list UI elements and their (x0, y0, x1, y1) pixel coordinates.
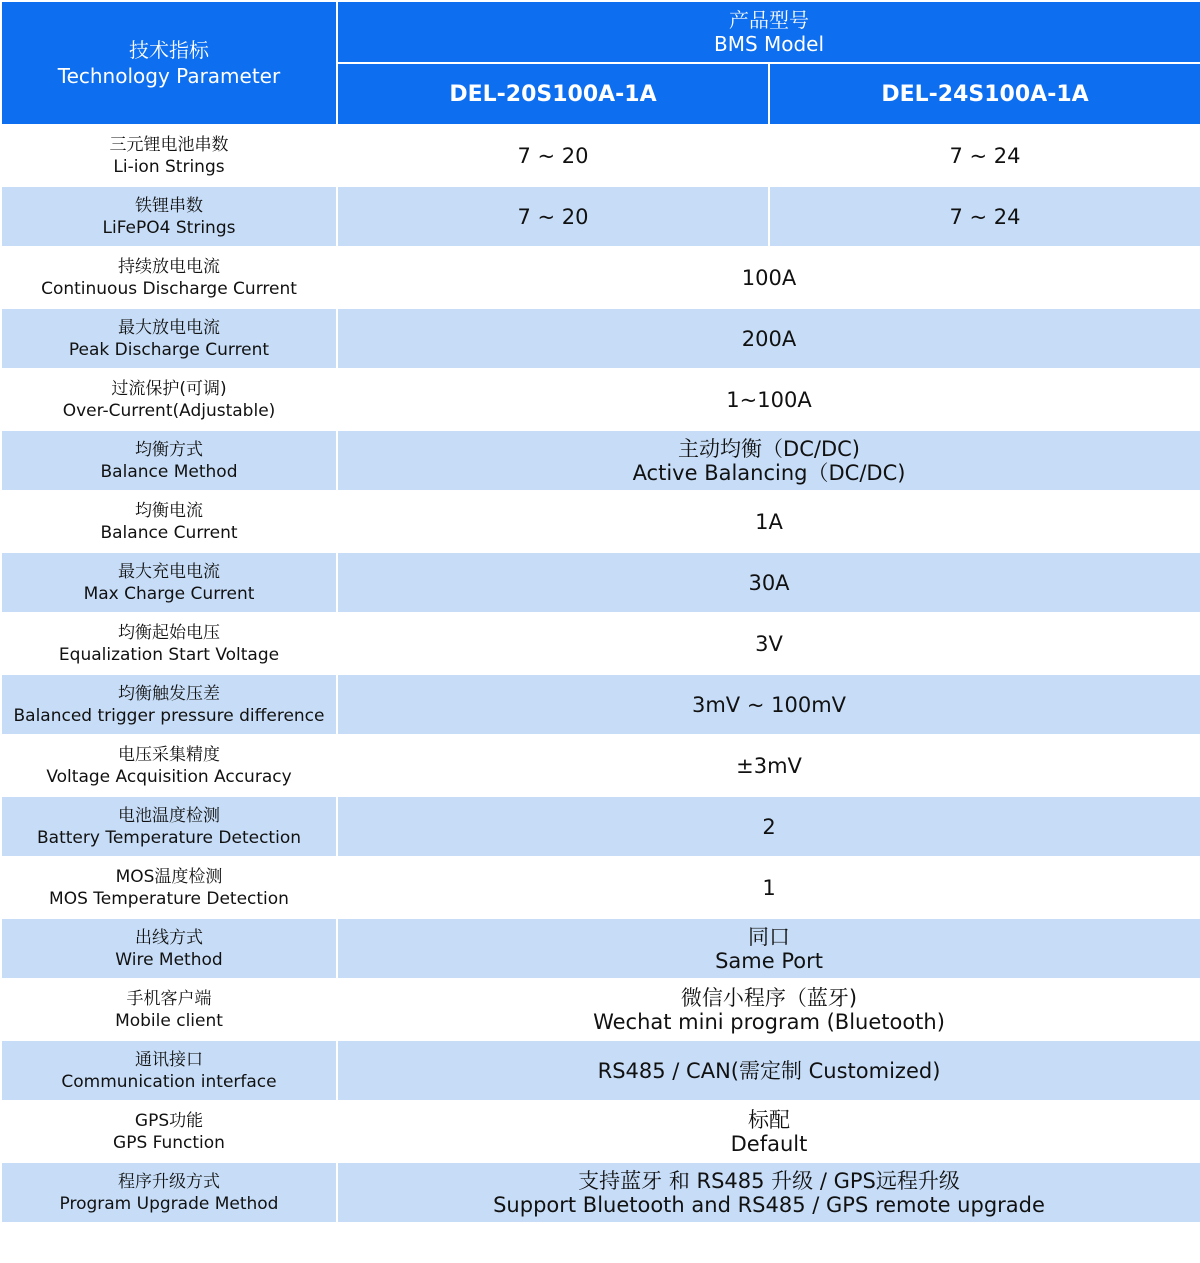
value-cell (337, 369, 1200, 430)
parameter-zh: 三元锂电池串数 (109, 134, 229, 155)
value-cell (337, 857, 1200, 918)
parameter-en: Program Upgrade Method (59, 1193, 279, 1214)
table-row (1, 247, 1200, 308)
table-row (1, 186, 1200, 247)
value-cell-model-1: 7 ~ 20 (337, 186, 769, 247)
table-row (1, 1162, 1200, 1223)
parameter-cell (1, 125, 337, 186)
parameter-en: Li-ion Strings (113, 156, 225, 177)
value-secondary: Wechat mini program (Bluetooth) (593, 1009, 945, 1034)
value-primary: 2 (762, 814, 776, 839)
header-model-zh: 产品型号 (729, 8, 809, 32)
parameter-en: Mobile client (115, 1010, 223, 1031)
parameter-en: Communication interface (61, 1071, 277, 1092)
header-parameter-cell (1, 1, 337, 125)
table-row (1, 979, 1200, 1040)
parameter-en: Balance Current (100, 522, 238, 543)
parameter-cell (1, 613, 337, 674)
parameter-cell (1, 430, 337, 491)
parameter-cell (1, 796, 337, 857)
parameter-zh: 手机客户端 (126, 988, 212, 1009)
parameter-en: Equalization Start Voltage (58, 644, 280, 665)
value-cell-model-2: 7 ~ 24 (769, 125, 1200, 186)
parameter-cell (1, 247, 337, 308)
parameter-zh: 最大充电电流 (118, 561, 220, 582)
value-primary: 1~100A (726, 387, 812, 412)
parameter-cell (1, 1162, 337, 1223)
header-model-1: DEL-20S100A-1A (337, 63, 769, 125)
parameter-en: Battery Temperature Detection (37, 827, 301, 848)
value-cell-model-1: 7 ~ 20 (337, 125, 769, 186)
value-cell (337, 613, 1200, 674)
parameter-zh: 通讯接口 (135, 1049, 203, 1070)
value-cell (337, 1162, 1200, 1223)
table-row (1, 674, 1200, 735)
parameter-zh: 电池温度检测 (118, 805, 220, 826)
parameter-zh: 持续放电电流 (118, 256, 220, 277)
parameter-zh: 均衡电流 (135, 500, 203, 521)
value-primary: 1 (762, 875, 776, 900)
value-cell (337, 918, 1200, 979)
header-model-cell (337, 1, 1200, 63)
parameter-cell (1, 491, 337, 552)
parameter-cell (1, 1040, 337, 1101)
parameter-cell (1, 979, 337, 1040)
header-parameter-en: Technology Parameter (57, 64, 281, 88)
value-primary: ±3mV (736, 753, 802, 778)
parameter-en: Wire Method (115, 949, 223, 970)
parameter-en: Voltage Acquisition Accuracy (46, 766, 292, 787)
value-cell (337, 308, 1200, 369)
parameter-cell (1, 552, 337, 613)
table-row (1, 918, 1200, 979)
parameter-en: MOS Temperature Detection (49, 888, 289, 909)
parameter-zh: 均衡触发压差 (118, 683, 220, 704)
parameter-zh: GPS功能 (134, 1110, 204, 1131)
parameter-cell (1, 857, 337, 918)
value-cell (337, 247, 1200, 308)
header-model-2: DEL-24S100A-1A (769, 63, 1200, 125)
parameter-cell (1, 186, 337, 247)
parameter-zh: 电压采集精度 (118, 744, 220, 765)
table-row (1, 430, 1200, 491)
parameter-en: Over-Current(Adjustable) (62, 400, 276, 421)
value-cell (337, 735, 1200, 796)
value-primary: 同口 (748, 924, 790, 949)
parameter-zh: 均衡起始电压 (118, 622, 220, 643)
header-model-en: BMS Model (713, 32, 825, 56)
table-row (1, 125, 1200, 186)
value-secondary: Active Balancing（DC/DC) (632, 460, 906, 485)
table-row (1, 1101, 1200, 1162)
value-primary: 200A (741, 326, 797, 351)
parameter-zh: 出线方式 (135, 927, 203, 948)
value-primary: 主动均衡（DC/DC) (678, 436, 860, 461)
parameter-zh: 过流保护(可调) (111, 378, 227, 399)
value-secondary: Support Bluetooth and RS485 / GPS remote upgrade (493, 1192, 1045, 1217)
table-row (1, 613, 1200, 674)
table-row (1, 491, 1200, 552)
parameter-zh: 铁锂串数 (135, 195, 203, 216)
parameter-zh: 均衡方式 (135, 439, 203, 460)
value-cell (337, 1040, 1200, 1101)
value-cell (337, 674, 1200, 735)
value-cell (337, 979, 1200, 1040)
parameter-en: Balance Method (100, 461, 238, 482)
table-row (1, 552, 1200, 613)
parameter-en: Continuous Discharge Current (41, 278, 297, 299)
value-secondary: Same Port (715, 948, 823, 973)
parameter-en: GPS Function (113, 1132, 225, 1153)
parameter-cell (1, 918, 337, 979)
parameter-en: Peak Discharge Current (68, 339, 270, 360)
spec-table-body (1, 125, 1200, 1223)
value-cell (337, 430, 1200, 491)
value-primary: 支持蓝牙 和 RS485 升级 / GPS远程升级 (578, 1168, 960, 1193)
value-cell (337, 491, 1200, 552)
parameter-cell (1, 674, 337, 735)
value-cell (337, 1101, 1200, 1162)
parameter-en: LiFePO4 Strings (102, 217, 236, 238)
parameter-cell (1, 369, 337, 430)
value-cell (337, 552, 1200, 613)
value-primary: 3V (755, 631, 783, 656)
value-secondary: Default (730, 1131, 808, 1156)
parameter-cell (1, 308, 337, 369)
parameter-zh: 最大放电电流 (118, 317, 220, 338)
parameter-en: Balanced trigger pressure difference (13, 705, 325, 726)
value-primary: RS485 / CAN(需定制 Customized) (597, 1058, 941, 1083)
parameter-zh: MOS温度检测 (115, 866, 223, 887)
value-primary: 100A (741, 265, 797, 290)
parameter-cell (1, 735, 337, 796)
table-row (1, 796, 1200, 857)
header-parameter-zh: 技术指标 (129, 38, 209, 62)
value-cell (337, 796, 1200, 857)
parameter-en: Max Charge Current (83, 583, 255, 604)
parameter-cell (1, 1101, 337, 1162)
parameter-zh: 程序升级方式 (118, 1171, 220, 1192)
table-row (1, 369, 1200, 430)
value-primary: 标配 (748, 1107, 790, 1132)
value-cell-model-2: 7 ~ 24 (769, 186, 1200, 247)
value-primary: 30A (748, 570, 790, 595)
table-row (1, 857, 1200, 918)
table-row (1, 1040, 1200, 1101)
value-primary: 1A (755, 509, 783, 534)
table-row (1, 308, 1200, 369)
table-row (1, 735, 1200, 796)
value-primary: 3mV ~ 100mV (691, 692, 847, 717)
value-primary: 微信小程序（蓝牙) (680, 985, 858, 1010)
